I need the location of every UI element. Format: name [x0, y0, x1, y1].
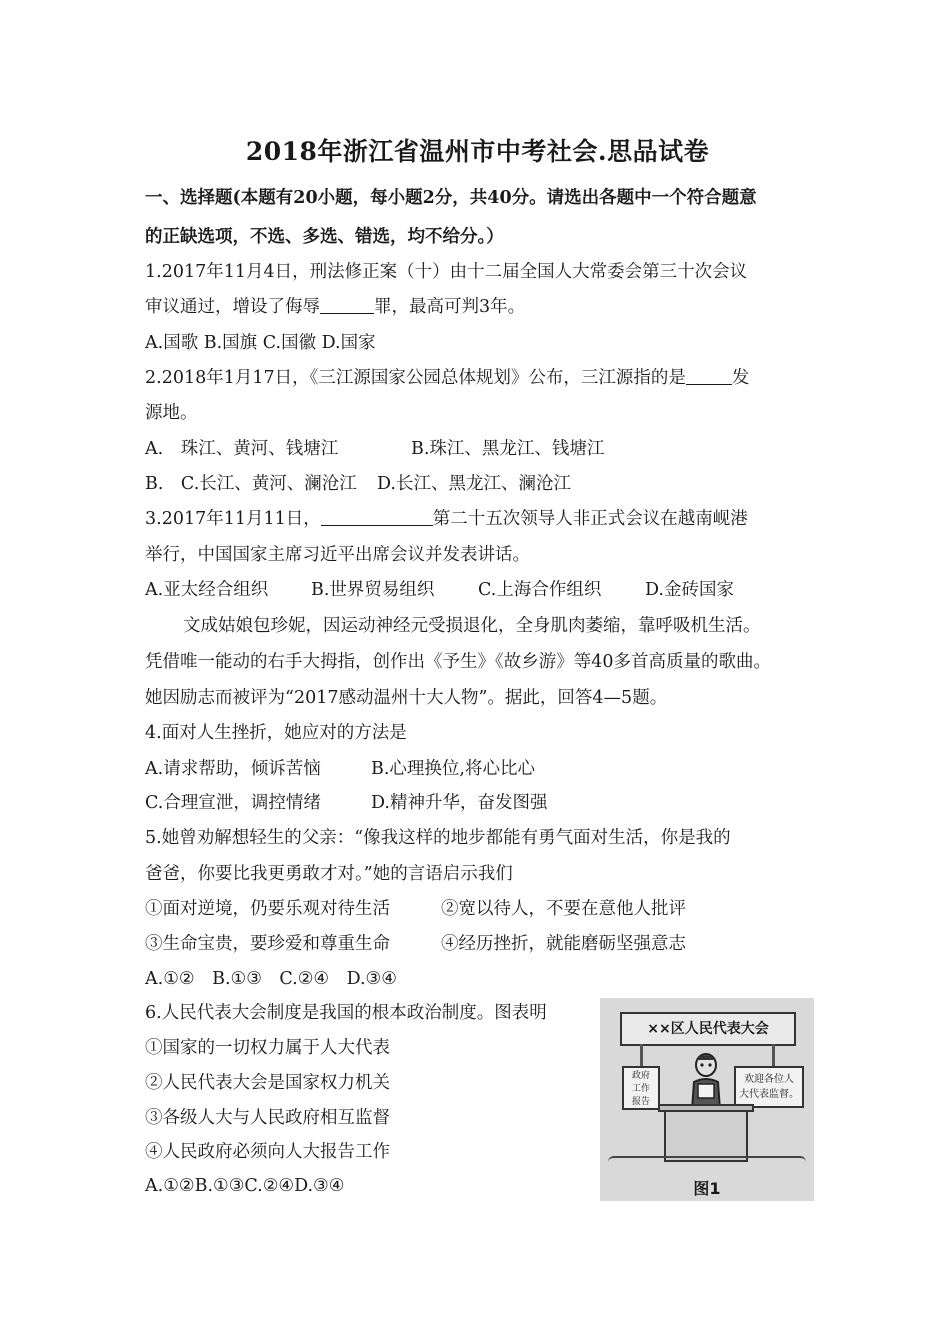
q3-option-c: C.上海合作组织 — [478, 580, 602, 600]
q1-text-b: 罪，最高可判3年。 — [374, 297, 526, 317]
passage-line-1: 文成姑娘包珍妮，因运动神经元受损退化，全身肌肉萎缩，靠呼吸机生活。 — [183, 616, 761, 636]
q4-option-b: B.心理换位,将心比心 — [371, 759, 535, 779]
q1-line-2 — [145, 295, 525, 319]
q4-option-c: C.合理宣泄，调控情绪 — [145, 793, 321, 813]
q2-line-1 — [145, 366, 749, 390]
q1-options: A.国歌 B.国旗 C.国徽 D.国家 — [145, 333, 376, 353]
passage-line-3: 她因励志而被评为“2017感动温州十大人物”。据此，回答4—5题。 — [145, 688, 668, 708]
q6-item-2: ②人民代表大会是国家权力机关 — [145, 1073, 390, 1093]
q5-item-1: ①面对逆境，仍要乐观对待生活 — [145, 899, 390, 919]
q6-stem: 6.人民代表大会制度是我国的根本政治制度。图表明 — [145, 1003, 547, 1023]
q3-line-2: 举行，中国国家主席习近平出席会议并发表讲话。 — [145, 545, 530, 565]
q2-option-c: B. C.长江、黄河、澜沧江 — [145, 474, 357, 494]
q5-item-4: ④经历挫折，就能磨砺坚强意志 — [441, 934, 686, 954]
q6-item-1: ①国家的一切权力属于人大代表 — [145, 1038, 390, 1058]
q3-text-a: 3.2017年11月11日， — [145, 509, 321, 529]
q2-option-b: B.珠江、黑龙江、钱塘江 — [411, 439, 605, 459]
q5-line-1: 5.她曾劝解想轻生的父亲：“像我这样的地步都能有勇气面对生活，你是我的 — [145, 828, 731, 848]
q3-line-1 — [145, 507, 748, 531]
q3-option-b: B.世界贸易组织 — [311, 580, 435, 600]
section-heading-line-2: 的正缺选项，不选、多选、错选，均不给分。） — [145, 227, 504, 247]
q6-item-3: ③各级人大与人民政府相互监督 — [145, 1108, 390, 1128]
q4-option-a: A.请求帮助，倾诉苦恼 — [145, 759, 321, 779]
q5-line-2: 爸爸，你要比我更勇敢才对。”她的言语启示我们 — [145, 864, 513, 884]
q1-line-1: 1.2017年11月4日，刑法修正案（十）由十二届全国人大常委会第三十次会议 — [145, 262, 748, 282]
q5-options: A.①② B.①③ C.②④ D.③④ — [145, 969, 397, 989]
speaker-figure-icon — [686, 1052, 726, 1110]
welcome-supervision-board: 欢迎各位人 大代表监督。 — [734, 1066, 804, 1108]
figure-caption: 图1 — [693, 1179, 721, 1198]
q3-text-b: 第二十五次领导人非正式会议在越南岘港 — [432, 509, 748, 529]
government-report-board: 政府 工作 报告 — [622, 1066, 660, 1110]
q3-option-d: D.金砖国家 — [645, 580, 734, 600]
q6-options: A.①②B.①③C.②④D.③④ — [145, 1176, 345, 1196]
q2-option-a: A. 珠江、黄河、钱塘江 — [145, 439, 339, 459]
passage-line-2: 凭借唯一能动的右手大拇指，创作出《予生》《故乡游》等40多首高质量的歌曲。 — [145, 652, 772, 672]
q3-option-a: A.亚太经合组织 — [145, 580, 269, 600]
section-heading-line-1: 一、选择题(本题有20小题，每小题2分，共40分。请选出各题中一个符合题意 — [145, 188, 757, 208]
congress-sign: ××区人民代表大会 — [620, 1012, 796, 1046]
figure-1-cartoon — [600, 998, 814, 1201]
q2-text-b: 发 — [731, 368, 750, 388]
page-title: 2018年浙江省温州市中考社会.思品试卷 — [245, 137, 710, 166]
q2-option-d: D.长江、黑龙江、澜沧江 — [377, 474, 571, 494]
q4-option-d: D.精神升华，奋发图强 — [371, 793, 548, 813]
q2-line-2: 源地。 — [145, 403, 198, 423]
q6-item-4: ④人民政府必须向人大报告工作 — [145, 1142, 390, 1162]
q5-item-2: ②宽以待人，不要在意他人批评 — [441, 899, 686, 919]
q2-blank — [686, 366, 732, 385]
podium — [664, 1110, 748, 1162]
q1-text-a: 审议通过，增设了侮辱 — [145, 297, 320, 317]
q2-text-a: 2.2018年1月17日，《三江源国家公园总体规划》公布，三江源指的是 — [145, 368, 686, 388]
q5-item-3: ③生命宝贵，要珍爱和尊重生命 — [145, 934, 390, 954]
q3-blank — [321, 507, 433, 526]
stage-ground — [608, 1156, 806, 1172]
q4-stem: 4.面对人生挫折，她应对的方法是 — [145, 723, 407, 743]
q1-blank — [320, 295, 374, 314]
